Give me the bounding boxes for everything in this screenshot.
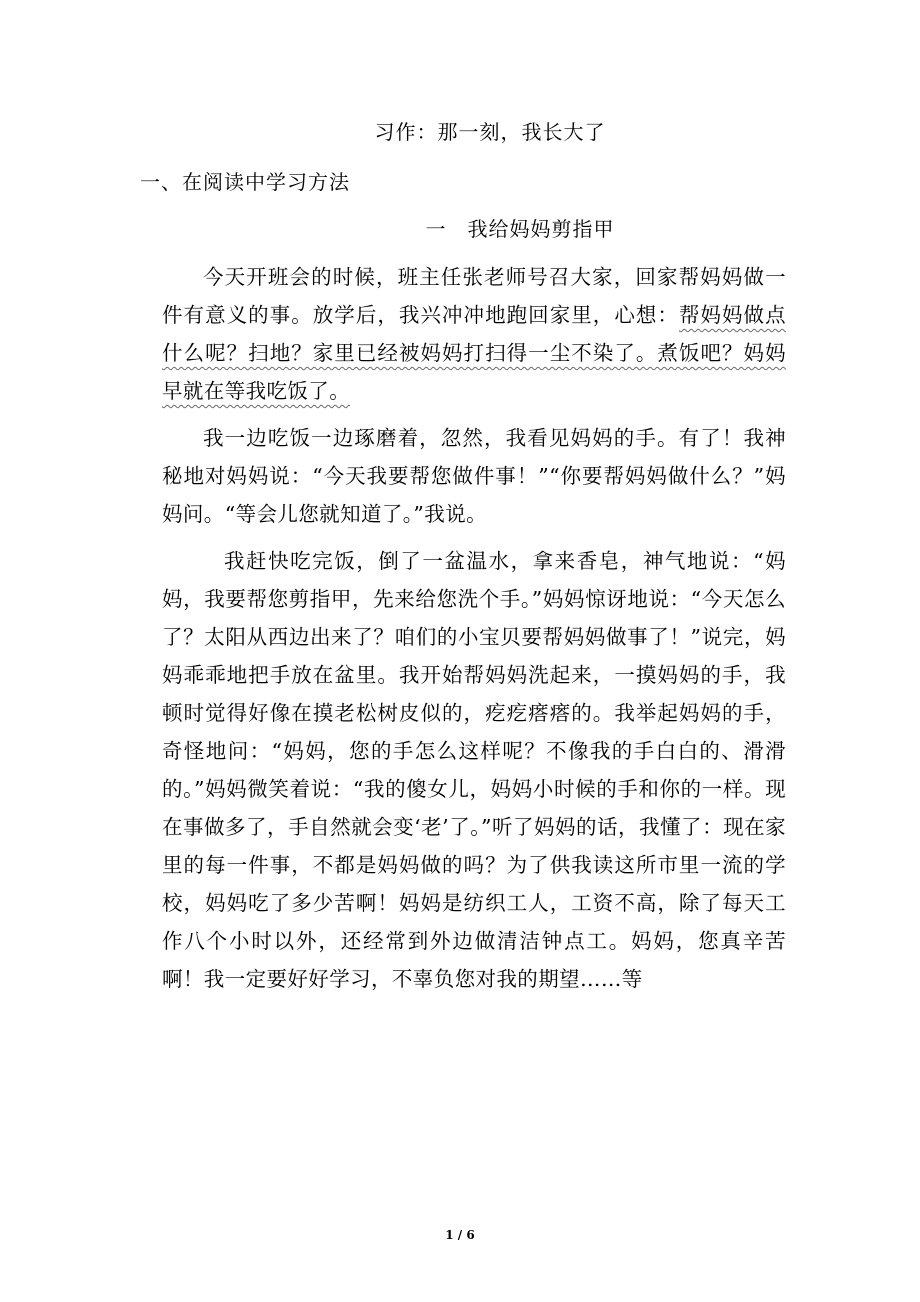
essay-body xyxy=(162,258,786,1007)
document-title: 习作：那一刻，我长大了 xyxy=(374,120,606,144)
paragraph-1-text: 今天开班会的时候，班主任张老师号召大家，回家帮妈妈做一件有意义的事。放学后，我兴冲冲地跑回家里，心想： xyxy=(162,265,786,327)
page-number: 1 / 6 xyxy=(445,1228,475,1242)
paragraph-2: 我一边吃饭一边琢磨着，忽然，我看见妈妈的手。有了！我神秘地对妈妈说：“今天我要帮您做件事！”“你要帮妈妈做什么？”妈妈问。“等会儿您就知道了。”我说。 xyxy=(162,426,786,526)
essay-title: 一 我给妈妈剪指甲 xyxy=(425,217,615,241)
paragraph-1 xyxy=(162,258,786,410)
paragraph-3: 我赶快吃完饭，倒了一盆温水，拿来香皂，神气地说：“妈妈，我要帮您剪指甲，先来给您洗个手。”妈妈惊讶地说：“今天怎么了？太阳从西边出来了？咱们的小宝贝要帮妈妈做事了！”说完，妈妈乖乖地把手放在盆里。我开始帮妈妈洗起来，一摸妈妈的手，我顿时觉得好像在摸老松树皮似的，疙疙瘩瘩的。我举起妈妈的手，奇怪地问：“妈妈，您的手怎么这样呢？不像我的手白白的、滑滑的。”妈妈微笑着说：“我的傻女儿，妈妈小时候的手和你的一样。现在事做多了，手自然就会变‘老’了。”听了妈妈的话，我懂了：现在家里的每一件事，不都是妈妈做的吗？为了供我读这所市里一流的学校，妈妈吃了多少苦啊！妈妈是纺织工人，工资不高，除了每天工作八个小时以外，还经常到外边做清洁钟点工。妈妈，您真辛苦啊！我一定要好好学习，不辜负您对我的期望……等 xyxy=(162,549,786,991)
wavy-underlined-text: 帮妈妈做点什么呢？扫地？家里已经被妈妈打扫得一尘不染了。煮饭吧？妈妈早就在等我吃饭了。 xyxy=(162,303,786,403)
section-heading: 一、在阅读中学习方法 xyxy=(140,170,350,194)
